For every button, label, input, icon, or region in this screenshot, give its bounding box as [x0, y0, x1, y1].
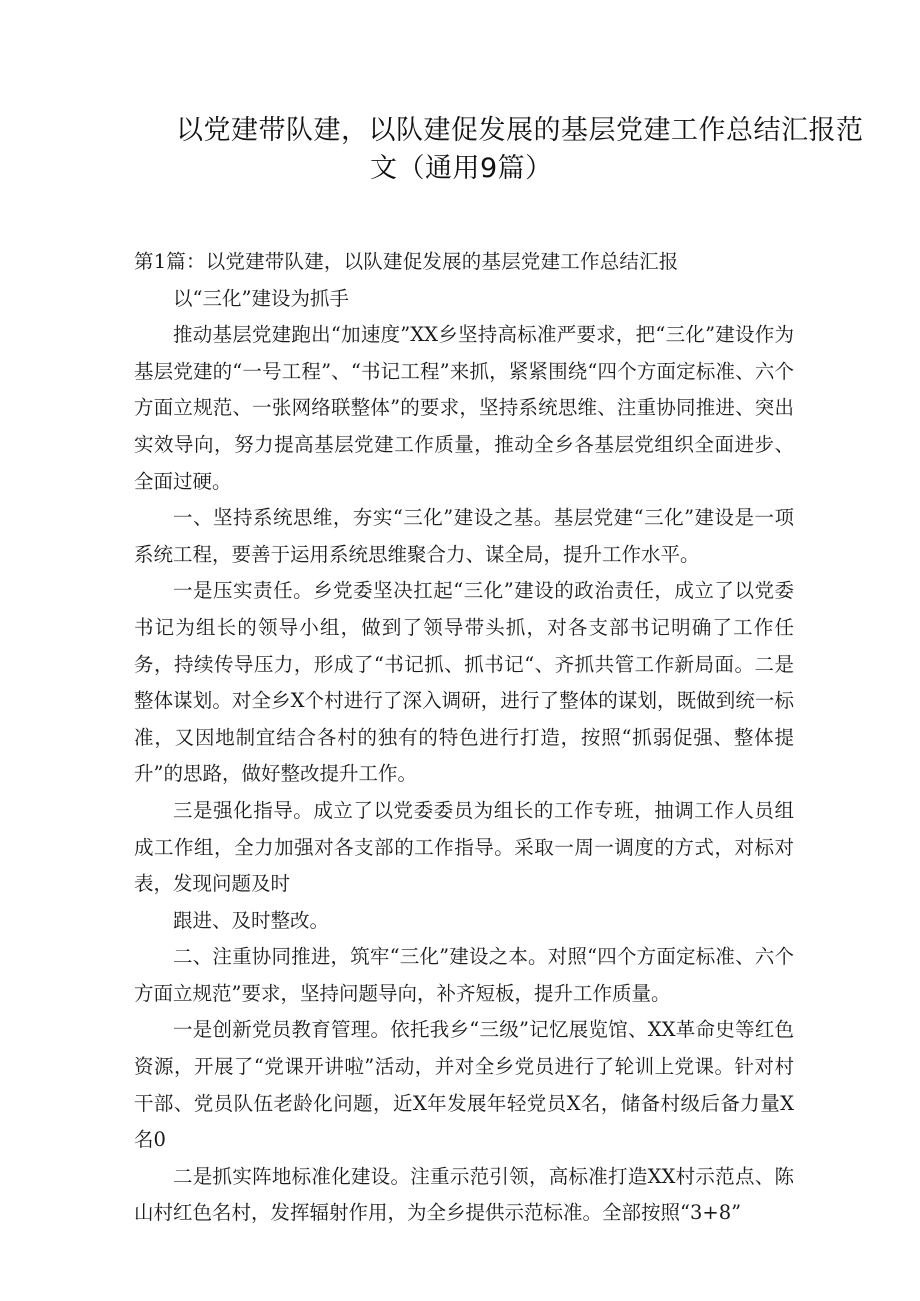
body-paragraph: 一、坚持系统思维，夯实“三化”建设之基。基层党建“三化”建设是一项系统工程，要善于运用系统思维聚合力、谋全局，提升工作水平。 [134, 506, 794, 566]
subtitle-paragraph: 以“三化”建设为抓手 [173, 286, 349, 310]
title-line-1: 以党建带队建，以队建促发展的基层党建工作总结汇报范 [176, 115, 864, 146]
body-paragraph: 一是创新党员教育管理。依托我乡“三级”记忆展览馆、XX革命史等红色资源，开展了“党课开讲啦”活动，并对全乡党员进行了轮训上党课。针对村干部、党员队伍老龄化问题，近X年发展年轻党员X名，储备村级后备力量X名0 [134, 1018, 794, 1152]
body-paragraph: 一是压实责任。乡党委坚决扛起“三化”建设的政治责任，成立了以党委书记为组长的领导小组，做到了领导带头抓，对各支部书记明确了工作任务，持续传导压力，形成了“书记抓、抓书记“、齐抓共管工作新局面。二是整体谋划。对全乡X个村进行了深入调研，进行了整体的谋划，既做到统一标准，又因地制宜结合各村的独有的特色进行打造，按照“抓弱促强、整体提升”的思路，做好整改提升工作。 [134, 579, 794, 786]
body-paragraph: 跟进、及时整改。 [173, 908, 330, 932]
section-heading: 第1篇：以党建带队建，以队建促发展的基层党建工作总结汇报 [134, 250, 679, 273]
body-paragraph: 二、注重协同推进，筑牢“三化”建设之本。对照“四个方面定标准、六个方面立规范”要求，坚持问题导向，补齐短板，提升工作质量。 [134, 945, 794, 1005]
body-paragraph: 二是抓实阵地标准化建设。注重示范引领，高标准打造XX村示范点、陈山村红色名村，发挥辐射作用，为全乡提供示范标准。全部按照“3+8” [134, 1164, 794, 1225]
document-body [134, 244, 794, 1232]
title-line-2: 文（通用9篇） [370, 153, 553, 184]
body-paragraph: 三是强化指导。成立了以党委委员为组长的工作专班，抽调工作人员组成工作组，全力加强对各支部的工作指导。采取一周一调度的方式，对标对表，发现问题及时 [134, 798, 794, 896]
document-title [140, 112, 864, 188]
body-paragraph: 推动基层党建跑出“加速度”XX乡坚持高标准严要求，把“三化”建设作为基层党建的“一号工程”、“书记工程”来抓，紧紧围绕“四个方面定标准、六个方面立规范、一张网络联整体”的要求，坚持系统思维、注重协同推进、突出实效导向，努力提高基层党建工作质量，推动全乡各基层党组织全面进步、全面过硬。 [134, 323, 794, 493]
